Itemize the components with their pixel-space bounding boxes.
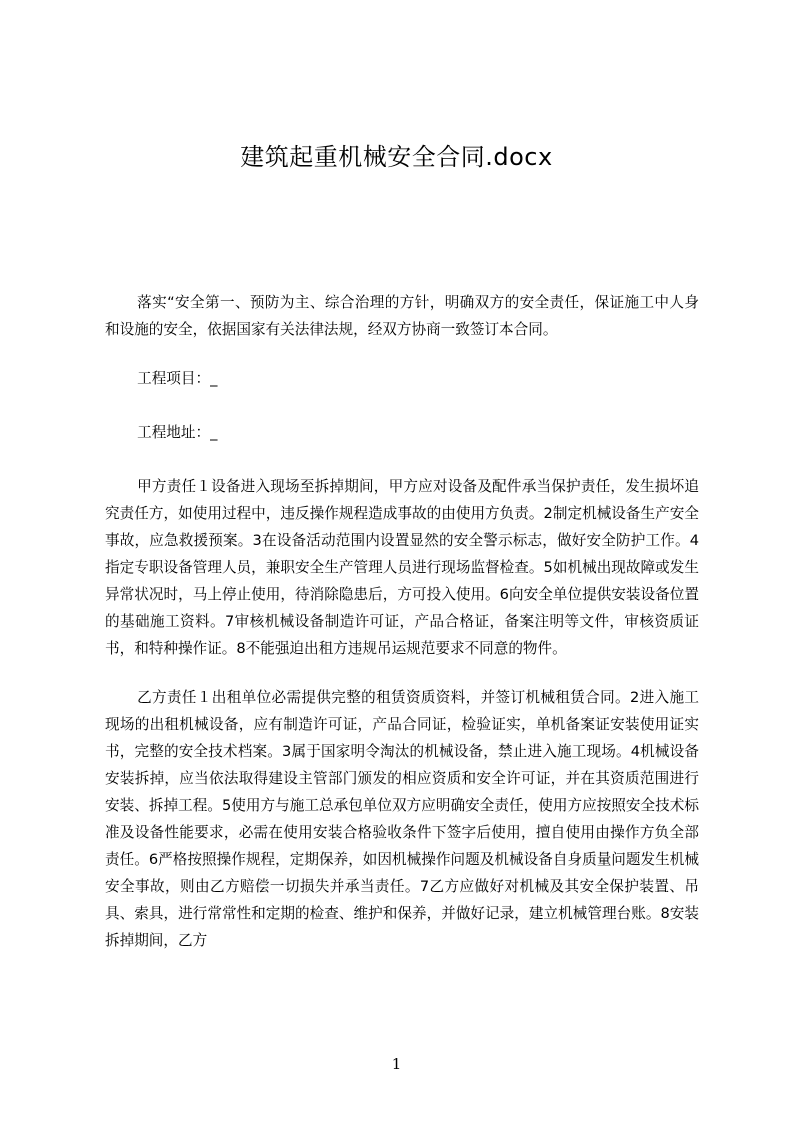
address-value: _	[210, 424, 218, 441]
intro-paragraph: 落实“安全第一、预防为主、综合治理的方针，明确双方的安全责任，保证施工中人身和设施的安全，依据国家有关法律法规，经双方协商一致签订本合同。	[105, 294, 699, 338]
document-body	[105, 289, 699, 976]
address-label: 工程地址：	[137, 424, 211, 441]
page-number: 1	[391, 1055, 402, 1073]
project-value: _	[210, 370, 218, 387]
party-a-paragraph: 甲方责任１设备进入现场至拆掉期间，甲方应对设备及配件承当保护责任，发生损坏追究责任方，如使用过程中，违反操作规程造成事故的由使用方负责。2制定机械设备生产安全事故，应急救援预案。3在设备活动范围内设置显然的安全警示标志，做好安全防护工作。4指定专职设备管理人员，兼职安全生产管理人员进行现场监督检查。5如机械出现故障或发生异常状况时，马上停止使用，待消除隐患后，方可投入使用。6向安全单位提供安装设备位置的基础施工资料。7审核机械设备制造许可证，产品合格证，备案注明等文件，审核资质证书，和特种操作证。8不能强迫出租方违规吊运规范要求不同意的物件。	[105, 478, 699, 657]
party-b-paragraph: 乙方责任１出租单位必需提供完整的租赁资质资料，并签订机械租赁合同。2进入施工现场的出租机械设备，应有制造许可证，产品合同证，检验证实，单机备案证安装使用证实书，完整的安全技术档案。3属于国家明令淘汰的机械设备，禁止进入施工现场。4机械设备安装拆掉，应当依法取得建设主管部门颁发的相应资质和安全许可证，并在其资质范围进行安装、拆掉工程。5使用方与施工总承包单位双方应明确安全责任，使用方应按照安全技术标准及设备性能要求，必需在使用安装合格验收条件下签字后使用，擅自使用由操作方负全部责任。6严格按照操作规程，定期保养，如因机械操作问题及机械设备自身质量问题发生机械安全事故，则由乙方赔偿一切损失并承当责任。7乙方应做好对机械及其安全保护装置、吊具、索具，进行常常性和定期的检查、维护和保养，并做好记录，建立机械管理台账。8安装拆掉期间，乙方	[105, 689, 699, 949]
document-title: 建筑起重机械安全合同.docx	[240, 143, 553, 171]
project-field	[105, 365, 699, 392]
address-field	[105, 419, 699, 446]
project-label: 工程项目：	[137, 370, 211, 387]
